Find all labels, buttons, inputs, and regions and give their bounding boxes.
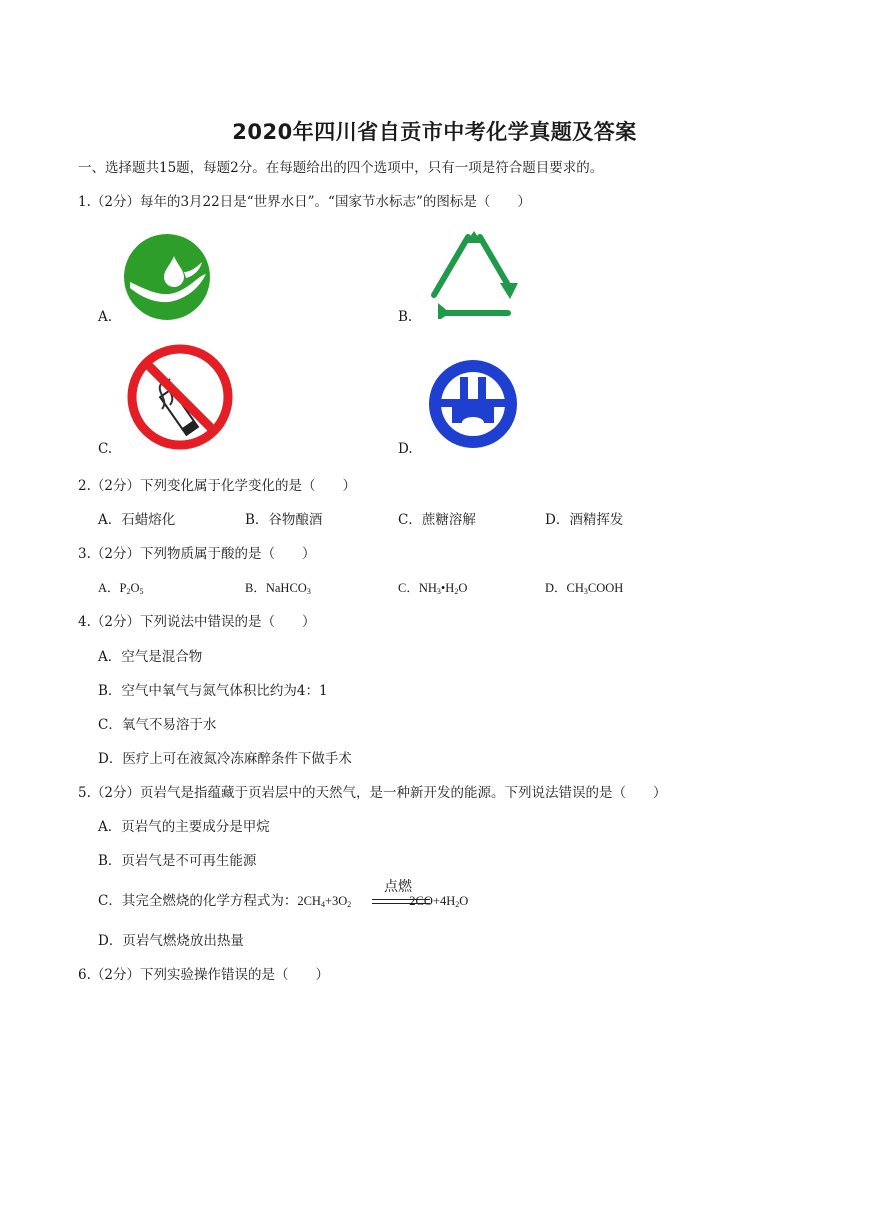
formula-subscript: 2: [454, 587, 459, 596]
question-2: 2.（2分）下列变化属于化学变化的是（ ）: [78, 478, 356, 494]
q4-option-a: A．空气是混合物: [98, 649, 203, 665]
equation-lhs: [297, 894, 351, 908]
formula-part: O: [458, 581, 468, 595]
formula-subscript: 2: [347, 900, 352, 909]
formula-subscript: 2: [455, 900, 460, 909]
formula-part: 2CH: [297, 894, 321, 908]
no-smoking-icon: [126, 343, 234, 455]
formula-part: O: [459, 894, 469, 908]
q2-option-c: C．蔗糖溶解: [398, 512, 476, 528]
q3-option-b-prefix: B．: [245, 581, 266, 595]
blue-circle-logo-icon: [426, 357, 520, 455]
formula-subscript: 3: [583, 587, 588, 596]
formula-part: •H: [440, 581, 455, 595]
formula-subscript: 4: [320, 900, 325, 909]
question-1: 1.（2分）每年的3月22日是“世界水日”。“国家节水标志”的图标是（ ）: [78, 194, 531, 210]
q3-option-c: [398, 579, 467, 601]
question-4: 4.（2分）下列说法中错误的是（ ）: [78, 614, 316, 630]
q3-option-b: [245, 579, 311, 601]
section-header: 一、选择题共15题，每题2分。在每题给出的四个选项中，只有一项是符合题目要求的。: [78, 160, 604, 176]
q3-option-a: [98, 579, 144, 601]
formula-part: CH: [566, 581, 584, 595]
water-drop-logo-icon: [122, 232, 212, 326]
equation-rhs: [409, 894, 468, 908]
question-5: 5.（2分）页岩气是指蕴藏于页岩层中的天然气，是一种新开发的能源。下列说法错误的是（ ）: [78, 785, 667, 801]
q3-option-d: [545, 579, 623, 601]
q3-option-a-prefix: A．: [98, 581, 120, 595]
q1-option-c-label: C.: [98, 441, 113, 457]
equation-double-line-bottom: [372, 903, 430, 904]
q1-option-a-label: A.: [98, 309, 113, 325]
q2-option-a: A．石蜡熔化: [98, 512, 176, 528]
formula-part: NH: [418, 581, 437, 595]
q4-option-d: D．医疗上可在液氮冷冻麻醉条件下做手术: [98, 751, 352, 767]
formula-subscript: 3: [306, 587, 311, 596]
q5-option-a: A．页岩气的主要成分是甲烷: [98, 819, 270, 835]
formula-part: COOH: [587, 581, 624, 595]
q4-option-b: B．空气中氧气与氮气体积比约为4：1: [98, 683, 328, 699]
formula-part: P: [119, 581, 127, 595]
q5-option-b: B．页岩气是不可再生能源: [98, 853, 257, 869]
recycle-triangle-icon: [424, 229, 524, 323]
question-6: 6.（2分）下列实验操作错误的是（ ）: [78, 967, 329, 983]
formula-part: 2CO+4H: [409, 894, 456, 908]
q1-option-d-label: D.: [398, 441, 413, 457]
formula-subscript: 2: [126, 587, 131, 596]
q5-option-c-prefix: C．其完全燃烧的化学方程式为：: [98, 893, 298, 909]
q4-option-c: C．氧气不易溶于水: [98, 717, 217, 733]
page-title: 2020年四川省自贡市中考化学真题及答案: [232, 120, 637, 144]
q5-option-d: D．页岩气燃烧放出热量: [98, 933, 244, 949]
formula-part: NaHCO: [265, 581, 307, 595]
formula-subscript: 3: [436, 587, 441, 596]
equation-double-line-top: [372, 899, 430, 900]
reaction-condition: 点燃: [384, 879, 412, 895]
q3-option-c-prefix: C．: [398, 581, 419, 595]
q2-option-b: B．谷物酿酒: [245, 512, 323, 528]
q2-option-d: D．酒精挥发: [545, 512, 624, 528]
formula-part: O: [130, 581, 140, 595]
question-3: 3.（2分）下列物质属于酸的是（ ）: [78, 546, 316, 562]
q3-option-d-prefix: D．: [545, 581, 567, 595]
q1-option-b-label: B.: [398, 309, 413, 325]
formula-subscript: 5: [139, 587, 144, 596]
formula-part: +3O: [324, 894, 348, 908]
